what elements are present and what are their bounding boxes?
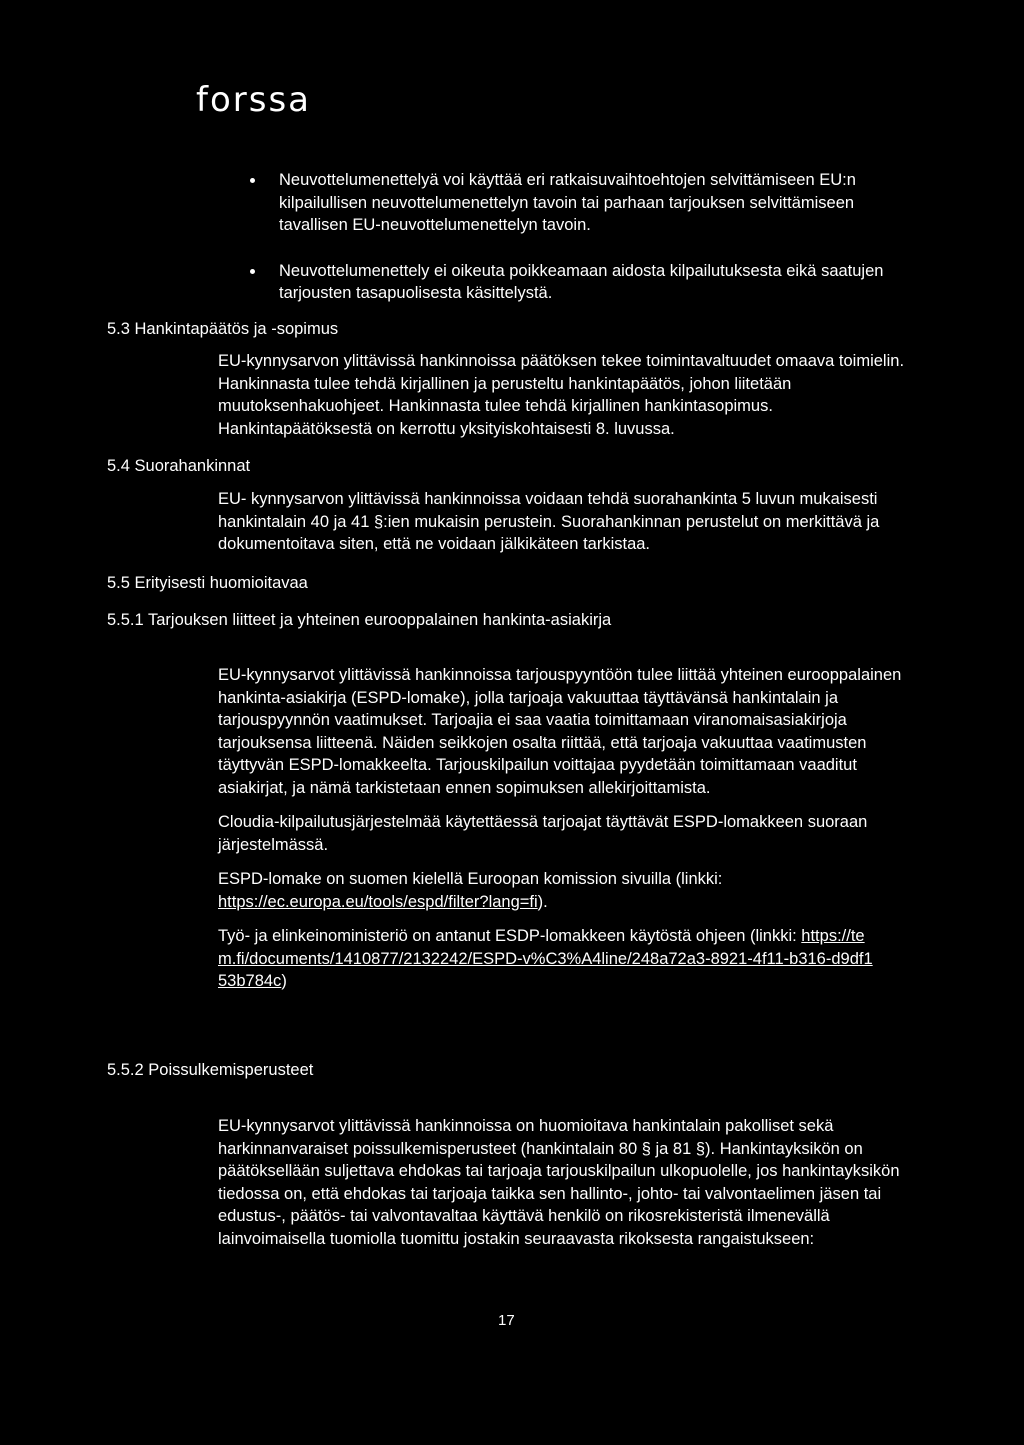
paragraph: Työ- ja elinkeinoministeriö on antanut ESDP-lomakkeen käytöstä ohjeen (linkki: https://tem.fi/documents/1410877/2132242/ESPD-v%C3%A4line/248a72a3-8921-4f11-b316-d9df153b784c) — [218, 927, 873, 990]
paragraph: EU-kynnysarvon ylittävissä hankinnoissa päätöksen tekee toimintavaltuudet omaava toimielin. Hankinnasta tulee tehdä kirjallinen ja perusteltu hankintapäätös, johon liitetään muutoksenhakuohjeet. Hankinnasta tulee tehdä kirjallinen hankintasopimus. Hankintapäätöksestä on kerrottu yksityiskohtaisesti 8. luvussa. — [218, 352, 905, 438]
section-text-5-5-2 — [218, 1115, 908, 1250]
paragraph: ESPD-lomake on suomen kielellä Euroopan komission sivuilla (linkki: https://ec.europa.eu/tools/espd/filter?lang=fi). — [218, 870, 723, 911]
paragraph: Cloudia-kilpailutusjärjestelmää käytettäessä tarjoajat täyttävät ESPD-lomakkeen suoraan järjestelmässä. — [218, 813, 868, 854]
list-item — [250, 260, 910, 305]
section-heading-5-3: 5.3 Hankintapäätös ja -sopimus — [107, 320, 339, 338]
section-heading-5-4: 5.4 Suorahankinnat — [107, 457, 251, 475]
section-heading-5-5: 5.5 Erityisesti huomioitavaa — [107, 574, 308, 592]
bullet-icon — [250, 269, 255, 274]
bullet-text: Neuvottelumenettely ei oikeuta poikkeamaan aidosta kilpailutuksesta eikä saatujen tarjousten tasapuolisesta käsittelystä. — [279, 261, 884, 302]
forssa-logo: forssa — [196, 80, 312, 120]
paragraph: EU-kynnysarvot ylittävissä hankinnoissa on huomioitava hankintalain pakolliset sekä harkinnanvaraiset poissulkemisperusteet (hankintalain 80 § ja 81 §). Hankintayksikön on päätöksellään suljettava ehdokas tai tarjoaja tarjouskilpailun ulkopuolelle, jos hankintayksikön tiedossa on, että ehdokas tai tarjoaja taikka sen hallinto-, johto- tai valvontaelimen jäsen tai edustus-, päätös- tai valvontavaltaa käyttävä henkilö on rikosrekisteristä ilmenevällä lainvoimaisella tuomiolla tuomittu jostakin seuraavasta rikoksesta rangaistukseen: — [218, 1117, 900, 1248]
section-text-5-5-1 — [218, 664, 908, 993]
paragraph: EU- kynnysarvon ylittävissä hankinnoissa voidaan tehdä suorahankinta 5 luvun mukaisesti hankintalain 40 ja 41 §:ien mukaisin perustein. Suorahankinnan perustelut on merkittävä ja dokumentoitava siten, että ne voidaan jälkikäteen tarkistaa. — [218, 490, 880, 553]
list-item — [250, 169, 910, 237]
tem-guide-link[interactable]: https://tem.fi/documents/1410877/2132242/ESPD-v%C3%A4line/248a72a3-8921-4f11-b316-d9df153b784c — [218, 927, 873, 990]
section-heading-5-5-2: 5.5.2 Poissulkemisperusteet — [107, 1061, 314, 1079]
espd-link[interactable]: https://ec.europa.eu/tools/espd/filter?lang=fi — [218, 892, 538, 911]
page-number: 17 — [498, 1312, 515, 1329]
section-text-5-4 — [218, 488, 908, 556]
bullet-list — [250, 169, 910, 305]
section-text-5-3 — [218, 350, 908, 440]
bullet-text: Neuvottelumenettelyä voi käyttää eri ratkaisuvaihtoehtojen selvittämiseen EU:n kilpailullisen neuvottelumenettelyn tavoin tai parhaan tarjouksen selvittämiseen tavallisen EU-neuvottelumenettelyn tavoin. — [279, 171, 856, 234]
bullet-icon — [250, 178, 255, 183]
paragraph: EU-kynnysarvot ylittävissä hankinnoissa tarjouspyyntöön tulee liittää yhteinen eurooppalainen hankinta-asiakirja (ESPD-lomake), jolla tarjoaja vakuuttaa täyttävänsä hankintalain ja tarjouspyynnön vaatimukset. Tarjoajia ei saa vaatia toimittamaan viranomaisasiakirjoja tarjouksensa liitteenä. Näiden seikkojen osalta riittää, että tarjoaja vakuuttaa vaatimusten täyttyvän ESPD-lomakkeelta. Tarjouskilpailun voittajaa pyydetään toimittamaan vaaditut asiakirjat, ja nämä tarkistetaan ennen sopimuksen allekirjoittamista. — [218, 666, 902, 797]
section-heading-5-5-1: 5.5.1 Tarjouksen liitteet ja yhteinen eurooppalainen hankinta-asiakirja — [107, 611, 612, 629]
